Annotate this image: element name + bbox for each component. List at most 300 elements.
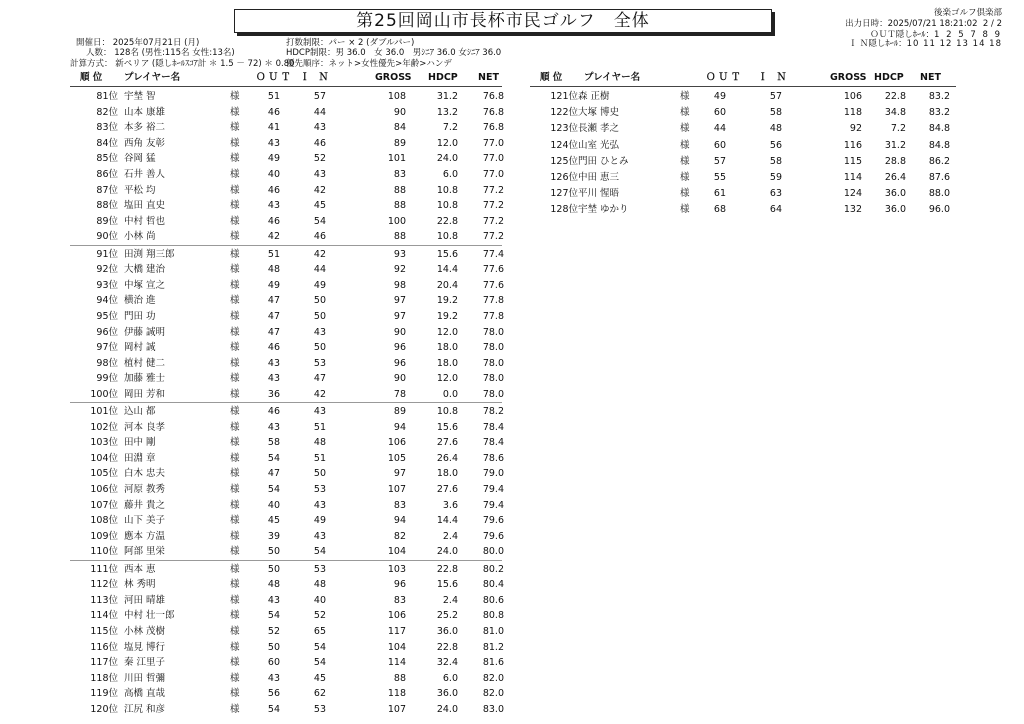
hdcp-cell: 19.2 (436, 295, 458, 307)
player-name-cell: 田渕 翔三郎 (124, 248, 175, 260)
rank-cell: 116位 (90, 641, 118, 653)
col-net-header: NET (478, 72, 499, 83)
gross-cell: 89 (393, 406, 406, 417)
rank-cell: 104位 (90, 452, 118, 464)
out-score-cell: 48 (267, 264, 280, 276)
gross-cell: 90 (393, 373, 406, 385)
gross-cell: 93 (393, 248, 406, 260)
player-name-cell: 河本 良孝 (124, 421, 166, 433)
out-score-cell: 68 (713, 204, 726, 216)
player-name-cell: 本多 裕二 (124, 122, 166, 134)
hdcp-cell: 7.2 (890, 123, 906, 135)
hdcp-cell: 10.8 (436, 231, 458, 243)
hdcp-cell: 22.8 (436, 215, 458, 227)
gross-cell: 88 (393, 672, 406, 684)
out-score-cell: 47 (267, 468, 280, 480)
hdcp-cell: 22.8 (884, 91, 906, 102)
in-hidden-label: Ｉ Ｎ隠しﾎｰﾙ： (848, 39, 907, 49)
honorific-cell: 様 (230, 625, 240, 637)
net-cell: 88.0 (928, 188, 950, 200)
rank-cell: 108位 (90, 515, 118, 527)
hdcp-cell: 24.0 (436, 703, 458, 715)
gross-cell: 106 (843, 91, 862, 102)
output-datetime (845, 19, 1002, 30)
gross-cell: 106 (387, 610, 406, 622)
net-cell: 78.0 (482, 357, 504, 369)
out-score-cell: 55 (713, 172, 726, 183)
net-cell: 84.8 (928, 139, 950, 151)
honorific-cell: 様 (230, 452, 240, 464)
honorific-cell: 様 (230, 579, 240, 591)
net-cell: 96.0 (928, 204, 950, 216)
gross-cell: 92 (849, 123, 862, 135)
player-name-cell: 山下 美子 (124, 515, 166, 527)
gross-cell: 84 (393, 122, 406, 134)
in-score-cell: 54 (313, 641, 326, 653)
output-value: 2025/07/21 18:21:02 (887, 19, 978, 29)
out-score-cell: 47 (267, 326, 280, 338)
honorific-cell: 様 (230, 641, 240, 653)
hdcp-cell: 19.2 (436, 310, 458, 322)
gross-cell: 89 (393, 137, 406, 149)
rank-cell: 92位 (96, 264, 118, 276)
hdcp-cell: 36.0 (436, 688, 458, 700)
rank-cell: 110位 (90, 546, 118, 558)
gross-cell: 116 (843, 139, 862, 151)
player-name-cell: 阿部 里栄 (124, 546, 166, 558)
rank-cell: 126位 (550, 172, 578, 183)
left-results-table (70, 70, 510, 715)
player-name-cell: 田中 剛 (124, 437, 156, 449)
rank-cell: 100位 (90, 388, 118, 400)
honorific-cell: 様 (230, 184, 240, 196)
out-score-cell: 43 (267, 137, 280, 149)
in-score-cell: 43 (313, 122, 326, 134)
player-name-cell: 森 正樹 (578, 91, 610, 102)
page-number: 2 / 2 (982, 19, 1002, 29)
hdcp-cell: 18.0 (436, 468, 458, 480)
player-name-cell: 白木 忠夫 (124, 468, 166, 480)
in-score-cell: 54 (313, 546, 326, 558)
rank-cell: 94位 (96, 295, 118, 307)
honorific-cell: 様 (680, 155, 690, 167)
gross-cell: 83 (393, 594, 406, 606)
col-hdcp-header: HDCP (874, 72, 904, 83)
in-score-cell: 57 (769, 91, 782, 102)
hdcp-cell: 26.4 (884, 172, 906, 183)
rank-cell: 109位 (90, 530, 118, 542)
net-cell: 83.2 (928, 91, 950, 102)
gross-cell: 104 (387, 546, 406, 558)
rank-cell: 106位 (90, 484, 118, 495)
honorific-cell: 様 (230, 279, 240, 291)
rank-cell: 101位 (90, 406, 118, 417)
honorific-cell: 様 (230, 200, 240, 212)
group-divider (70, 402, 502, 403)
hdcp-cell: 31.2 (436, 91, 458, 102)
in-score-cell: 64 (769, 204, 782, 216)
out-score-cell: 49 (267, 153, 280, 165)
net-cell: 81.6 (482, 657, 504, 669)
out-score-cell: 39 (267, 530, 280, 542)
rank-cell: 121位 (550, 91, 578, 102)
gross-cell: 94 (393, 515, 406, 527)
hdcp-cell: 15.6 (436, 248, 458, 260)
honorific-cell: 様 (230, 169, 240, 180)
hdcp-cell: 10.8 (436, 200, 458, 212)
net-cell: 77.6 (482, 264, 504, 276)
hdcp-cell: 22.8 (436, 563, 458, 575)
honorific-cell: 様 (230, 122, 240, 134)
rank-cell: 91位 (96, 248, 118, 260)
out-score-cell: 56 (267, 688, 280, 700)
in-score-cell: 44 (313, 264, 326, 276)
out-score-cell: 41 (267, 122, 280, 134)
net-cell: 80.8 (482, 610, 504, 622)
out-score-cell: 43 (267, 373, 280, 385)
hdcp-cell: 24.0 (436, 546, 458, 558)
net-cell: 77.0 (482, 169, 504, 180)
in-score-cell: 53 (313, 484, 326, 495)
gross-cell: 90 (393, 326, 406, 338)
rank-cell: 88位 (96, 200, 118, 212)
player-count: 人数： 128名 (男性:115名 女性:13名) (86, 48, 235, 58)
honorific-cell: 様 (230, 468, 240, 480)
gross-cell: 98 (393, 279, 406, 291)
col-hdcp-header: HDCP (428, 72, 458, 83)
net-cell: 83.2 (928, 107, 950, 119)
rank-cell: 123位 (550, 123, 578, 135)
net-cell: 81.0 (482, 625, 504, 637)
honorific-cell: 様 (680, 91, 690, 102)
net-cell: 80.4 (482, 579, 504, 591)
gross-cell: 96 (393, 357, 406, 369)
net-cell: 78.6 (482, 452, 504, 464)
out-score-cell: 36 (267, 388, 280, 400)
net-cell: 78.0 (482, 373, 504, 385)
rank-cell: 90位 (96, 231, 118, 243)
net-cell: 79.4 (482, 484, 504, 495)
rank-cell: 89位 (96, 215, 118, 227)
out-score-cell: 49 (713, 91, 726, 102)
in-score-cell: 53 (313, 357, 326, 369)
in-score-cell: 65 (313, 625, 326, 637)
out-score-cell: 47 (267, 295, 280, 307)
out-score-cell: 43 (267, 357, 280, 369)
out-score-cell: 54 (267, 452, 280, 464)
out-score-cell: 44 (713, 123, 726, 135)
gross-cell: 96 (393, 579, 406, 591)
in-score-cell: 45 (313, 672, 326, 684)
honorific-cell: 様 (230, 546, 240, 558)
honorific-cell: 様 (230, 484, 240, 495)
player-name-cell: 小林 茂樹 (124, 625, 166, 637)
in-score-cell: 43 (313, 530, 326, 542)
hdcp-cell: 15.6 (436, 421, 458, 433)
hdcp-cell: 28.8 (884, 155, 906, 167)
out-score-cell: 51 (267, 248, 280, 260)
net-cell: 77.2 (482, 200, 504, 212)
rank-cell: 112位 (90, 579, 118, 591)
group-divider (70, 245, 502, 246)
gross-cell: 106 (387, 437, 406, 449)
honorific-cell: 様 (230, 310, 240, 322)
player-name-cell: 中田 恵三 (578, 172, 620, 183)
honorific-cell: 様 (680, 172, 690, 183)
in-score-cell: 42 (313, 184, 326, 196)
in-score-cell: 50 (313, 468, 326, 480)
net-cell: 83.0 (482, 703, 504, 715)
gross-cell: 124 (843, 188, 862, 200)
gross-cell: 107 (387, 703, 406, 715)
honorific-cell: 様 (680, 204, 690, 216)
net-cell: 77.2 (482, 184, 504, 196)
player-name-cell: 西本 恵 (124, 563, 156, 575)
col-player-header: プレイヤー名 (584, 72, 641, 83)
player-name-cell: 岡村 誠 (124, 342, 156, 354)
honorific-cell: 様 (230, 499, 240, 511)
out-score-cell: 40 (267, 169, 280, 180)
in-score-cell: 48 (313, 579, 326, 591)
net-cell: 78.2 (482, 406, 504, 417)
in-score-cell: 63 (769, 188, 782, 200)
col-rank-header: 順 位 (540, 72, 563, 83)
rank-cell: 98位 (96, 357, 118, 369)
rank-cell: 125位 (550, 155, 578, 167)
player-name-cell: 込山 都 (124, 406, 156, 417)
rank-cell: 127位 (550, 188, 578, 200)
hdcp-cell: 12.0 (436, 137, 458, 149)
in-score-cell: 49 (313, 279, 326, 291)
honorific-cell: 様 (230, 264, 240, 276)
out-score-cell: 61 (713, 188, 726, 200)
player-name-cell: 大塚 博史 (578, 107, 620, 119)
honorific-cell: 様 (230, 657, 240, 669)
player-name-cell: 田淵 章 (124, 452, 156, 464)
page-title: 第25回岡山市長杯市民ゴルフ 全体 (234, 9, 772, 33)
out-score-cell: 54 (267, 484, 280, 495)
rank-cell: 124位 (550, 139, 578, 151)
gross-cell: 88 (393, 184, 406, 196)
hdcp-cell: 31.2 (884, 139, 906, 151)
player-name-cell: 岡田 芳和 (124, 388, 166, 400)
hdcp-cell: 2.4 (442, 594, 458, 606)
gross-cell: 97 (393, 310, 406, 322)
in-score-cell: 50 (313, 310, 326, 322)
in-score-cell: 43 (313, 169, 326, 180)
net-cell: 84.8 (928, 123, 950, 135)
player-name-cell: 川田 哲彌 (124, 672, 166, 684)
honorific-cell: 様 (230, 357, 240, 369)
out-score-cell: 43 (267, 672, 280, 684)
hdcp-limit: HDCP制限：男 36.0 女 36.0 男ｼﾆｱ 36.0 女ｼﾆｱ 36.0 (286, 48, 502, 58)
gross-cell: 114 (843, 172, 862, 183)
col-in-header: Ｉ Ｎ (758, 72, 790, 83)
rank-cell: 113位 (90, 594, 118, 606)
in-hidden-values: 10 11 12 13 14 18 (906, 39, 1002, 49)
hdcp-cell: 15.6 (436, 579, 458, 591)
out-score-cell: 54 (267, 610, 280, 622)
player-name-cell: 宇埜 智 (124, 91, 156, 102)
rank-cell: 96位 (96, 326, 118, 338)
gross-cell: 101 (387, 153, 406, 165)
player-name-cell: 伊藤 誠明 (124, 326, 166, 338)
hdcp-cell: 25.2 (436, 610, 458, 622)
net-cell: 86.2 (928, 155, 950, 167)
stroke-limit: 打数制限：パー × 2 (ダブルパー) (286, 38, 415, 48)
header-underline (530, 86, 956, 87)
col-out-header: ＯＵＴ (256, 72, 294, 83)
gross-cell: 115 (843, 155, 862, 167)
hdcp-cell: 14.4 (436, 515, 458, 527)
rank-cell: 86位 (96, 169, 118, 180)
hdcp-cell: 7.2 (442, 122, 458, 134)
hdcp-cell: 27.6 (436, 484, 458, 495)
hdcp-cell: 27.6 (436, 437, 458, 449)
net-cell: 77.0 (482, 137, 504, 149)
net-cell: 80.6 (482, 594, 504, 606)
rank-cell: 114位 (90, 610, 118, 622)
honorific-cell: 様 (230, 437, 240, 449)
player-name-cell: 塩見 博行 (124, 641, 166, 653)
in-score-cell: 42 (313, 388, 326, 400)
net-cell: 77.8 (482, 295, 504, 307)
hdcp-cell: 18.0 (436, 342, 458, 354)
calc-method: 計算方式： 新ペリア (隠しﾎｰﾙｽｺｱ計 ＊ 1.5 － 72) ＊ 0.80 (70, 59, 295, 69)
honorific-cell: 様 (680, 107, 690, 119)
player-name-cell: 秦 江里子 (124, 657, 166, 669)
gross-cell: 118 (387, 688, 406, 700)
out-score-cell: 46 (267, 184, 280, 196)
rank-cell: 111位 (90, 563, 118, 575)
hdcp-cell: 32.4 (436, 657, 458, 669)
rank-cell: 81位 (96, 91, 118, 102)
gross-cell: 117 (387, 625, 406, 637)
gross-cell: 132 (843, 204, 862, 216)
col-gross-header: GROSS (375, 72, 412, 83)
net-cell: 77.2 (482, 215, 504, 227)
hdcp-cell: 24.0 (436, 153, 458, 165)
honorific-cell: 様 (230, 106, 240, 118)
col-rank-header: 順 位 (80, 72, 103, 83)
player-name-cell: 河田 晴雄 (124, 594, 166, 606)
header-underline (70, 86, 502, 87)
player-name-cell: 藤井 貴之 (124, 499, 166, 511)
col-net-header: NET (920, 72, 941, 83)
col-player-header: プレイヤー名 (124, 72, 181, 83)
hdcp-cell: 2.4 (442, 530, 458, 542)
hdcp-cell: 10.8 (436, 184, 458, 196)
hdcp-cell: 6.0 (442, 672, 458, 684)
hdcp-cell: 18.0 (436, 357, 458, 369)
rank-cell: 83位 (96, 122, 118, 134)
in-score-cell: 49 (313, 515, 326, 527)
player-name-cell: 横治 進 (124, 295, 156, 307)
rank-cell: 105位 (90, 468, 118, 480)
hdcp-cell: 36.0 (884, 188, 906, 200)
out-score-cell: 46 (267, 106, 280, 118)
in-score-cell: 53 (313, 563, 326, 575)
net-cell: 81.2 (482, 641, 504, 653)
hdcp-cell: 12.0 (436, 373, 458, 385)
out-score-cell: 52 (267, 625, 280, 637)
rank-cell: 102位 (90, 421, 118, 433)
honorific-cell: 様 (230, 594, 240, 606)
in-score-cell: 51 (313, 421, 326, 433)
out-hidden-label: ＯＵＴ隠しﾎｰﾙ： (870, 30, 935, 40)
net-cell: 77.6 (482, 279, 504, 291)
out-score-cell: 51 (267, 91, 280, 102)
hdcp-cell: 14.4 (436, 264, 458, 276)
player-name-cell: 西角 友彰 (124, 137, 166, 149)
player-name-cell: 高橋 直哉 (124, 688, 166, 700)
in-score-cell: 59 (769, 172, 782, 183)
out-score-cell: 46 (267, 215, 280, 227)
honorific-cell: 様 (230, 342, 240, 354)
gross-cell: 88 (393, 200, 406, 212)
out-hidden-values: 1 2 5 7 8 9 (934, 30, 1002, 40)
net-cell: 79.0 (482, 468, 504, 480)
out-score-cell: 43 (267, 594, 280, 606)
in-score-cell: 58 (769, 155, 782, 167)
in-score-cell: 62 (313, 688, 326, 700)
hdcp-cell: 6.0 (442, 169, 458, 180)
player-name-cell: 長瀬 孝之 (578, 123, 620, 135)
net-cell: 76.8 (482, 106, 504, 118)
in-score-cell: 51 (313, 452, 326, 464)
in-score-cell: 57 (313, 91, 326, 102)
out-score-cell: 46 (267, 342, 280, 354)
rank-cell: 107位 (90, 499, 118, 511)
in-score-cell: 43 (313, 326, 326, 338)
net-cell: 76.8 (482, 122, 504, 134)
rank-cell: 84位 (96, 137, 118, 149)
hdcp-cell: 36.0 (436, 625, 458, 637)
club-name: 後楽ゴルフ倶楽部 (933, 8, 1002, 18)
player-name-cell: 谷岡 猛 (124, 153, 156, 165)
out-score-cell: 40 (267, 499, 280, 511)
out-score-cell: 60 (713, 139, 726, 151)
out-score-cell: 46 (267, 406, 280, 417)
gross-cell: 114 (387, 657, 406, 669)
net-cell: 78.0 (482, 388, 504, 400)
net-cell: 80.0 (482, 546, 504, 558)
player-name-cell: 平松 均 (124, 184, 156, 196)
hdcp-cell: 26.4 (436, 452, 458, 464)
player-name-cell: 植村 健二 (124, 357, 166, 369)
in-score-cell: 47 (313, 373, 326, 385)
player-name-cell: 石井 善人 (124, 169, 166, 180)
in-hidden-holes (849, 39, 1002, 50)
net-cell: 76.8 (482, 91, 504, 102)
honorific-cell: 様 (230, 153, 240, 165)
in-score-cell: 45 (313, 200, 326, 212)
honorific-cell: 様 (230, 388, 240, 400)
out-score-cell: 42 (267, 231, 280, 243)
rank-cell: 119位 (90, 688, 118, 700)
net-cell: 87.6 (928, 172, 950, 183)
net-cell: 79.4 (482, 499, 504, 511)
gross-cell: 108 (387, 91, 406, 102)
in-score-cell: 48 (769, 123, 782, 135)
player-name-cell: 門田 功 (124, 310, 156, 322)
out-score-cell: 57 (713, 155, 726, 167)
gross-cell: 97 (393, 468, 406, 480)
rank-cell: 93位 (96, 279, 118, 291)
in-score-cell: 52 (313, 153, 326, 165)
honorific-cell: 様 (680, 123, 690, 135)
col-in-header: Ｉ Ｎ (300, 72, 332, 83)
